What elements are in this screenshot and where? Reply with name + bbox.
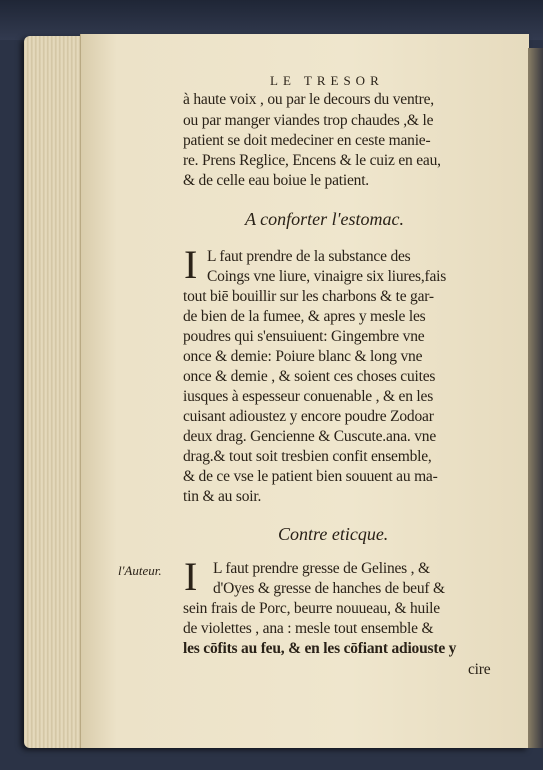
marginal-note: l'Auteur. [118,563,162,578]
text-line: les cōfits au feu, & en les cōfiant adiouste y [183,640,457,657]
text-line: L faut prendre gresse de Gelines , & [213,560,430,577]
catchword: cire [468,661,491,678]
section-heading: A conforter l'estomac. [245,209,404,229]
text-line: ou par manger viandes trop chaudes ,& le [183,112,434,129]
text-line: sein frais de Porc, beurre nouueau, & huile [183,600,440,617]
running-head: LE TRESOR [270,73,384,88]
drop-cap: I [184,554,198,599]
text-line: L faut prendre de la substance des [207,248,411,265]
text-line: once & demie: Poiure blanc & long vne [183,348,423,365]
text-line: tin & au soir. [183,488,262,505]
text-line: d'Oyes & gresse de hanches de beuf & [213,580,445,597]
text-line: poudres qui s'ensuiuent: Gingembre vne [183,328,425,345]
section-heading: Contre eticque. [278,524,389,544]
text-line: Coings vne liure, vinaigre six liures,fais [207,268,447,285]
text-line: re. Prens Reglice, Encens & le cuiz en eau, [183,152,441,169]
text-line: & de celle eau boiue le patient. [183,172,369,189]
text-line: de bien de la fumee, & apres y mesle les [183,308,426,325]
text-line: à haute voix , ou par le decours du ventre, [183,91,434,108]
drop-cap: I [184,242,198,287]
facing-page-edge [528,48,543,748]
text-line: patient se doit medeciner en ceste manie- [183,132,431,149]
text-line: tout biē bouillir sur les charbons & te gar- [183,288,434,305]
text-line: iusques à espesseur conuenable , & en les [183,388,434,405]
text-line: cuisant adioustez y encore poudre Zodoar [183,408,434,425]
text-line: de violettes , ana : mesle tout ensemble & [183,620,434,637]
text-line: once & demie , & soient ces choses cuites [183,368,436,385]
text-line: drag.& tout soit tresbien confit ensemble, [183,448,432,465]
text-line: deux drag. Gencienne & Cuscute.ana. vne [183,428,437,445]
text-line: & de ce vse le patient bien souuent au ma- [183,468,438,485]
